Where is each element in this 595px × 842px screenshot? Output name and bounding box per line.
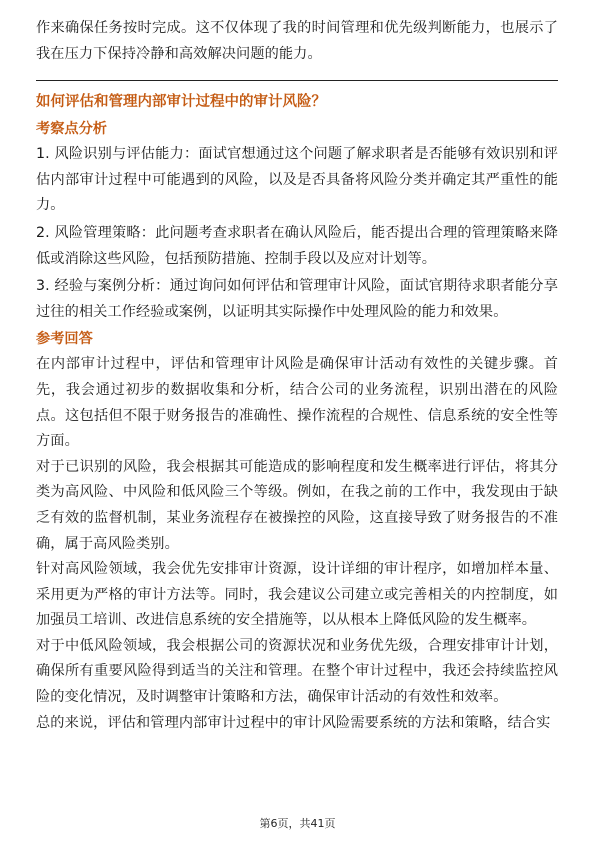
answer-paragraph-3: 针对高风险领域，我会优先安排审计资源，设计详细的审计程序，如增加样本量、采用更为严格的审计方法等。同时，我会建议公司建立或完善相关的内控制度，如加强员工培训、改进信息系统的安全措施等，以从根本上降低风险的发生概率。 (36, 561, 558, 629)
page-footer: 第6页，共41页 (259, 817, 336, 830)
analysis-item-3: 3. 经验与案例分析：通过询问如何评估和管理审计风险，面试官期待求职者能分享过往的相关工作经验或案例，以证明其实际操作中处理风险的能力和效果。 (36, 278, 558, 320)
answer-paragraph-2: 对于已识别的风险，我会根据其可能造成的影响程度和发生概率进行评估，将其分类为高风险、中风险和低风险三个等级。例如，在我之前的工作中，我发现由于缺乏有效的监督机制，某业务流程存在被操控的风险，这直接导致了财务报告的不准确，属于高风险类别。 (36, 458, 558, 552)
answer-heading: 参考回答 (36, 331, 93, 348)
answer-paragraph-5: 总的来说，评估和管理内部审计过程中的审计风险需要系统的方法和策略，结合实 (36, 714, 551, 731)
analysis-item-1: 1. 风险识别与评估能力：面试官想通过这个问题了解求职者是否能够有效识别和评估内部审计过程中可能遇到的风险，以及是否具备将风险分类并确定其严重性的能力。 (36, 146, 558, 214)
question-title: 如何评估和管理内部审计过程中的审计风险？ (36, 94, 326, 111)
intro-paragraph: 作来确保任务按时完成。这不仅体现了我的时间管理和优先级判断能力，也展示了我在压力下保持冷静和高效解决问题的能力。 (36, 20, 558, 62)
section-divider (36, 80, 558, 81)
analysis-heading: 考察点分析 (36, 121, 107, 138)
analysis-item-2: 2. 风险管理策略：此问题考查求职者在确认风险后，能否提出合理的管理策略来降低或消除这些风险，包括预防措施、控制手段以及应对计划等。 (36, 224, 558, 267)
answer-paragraph-1: 在内部审计过程中，评估和管理审计风险是确保审计活动有效性的关键步骤。首先，我会通过初步的数据收集和分析，结合公司的业务流程，识别出潜在的风险点。这包括但不限于财务报告的准确性、操作流程的合规性、信息系统的安全性等方面。 (36, 356, 558, 450)
document-body (36, 16, 558, 736)
answer-paragraph-4: 对于中低风险领域，我会根据公司的资源状况和业务优先级，合理安排审计计划，确保所有重要风险得到适当的关注和管理。在整个审计过程中，我还会持续监控风险的变化情况，及时调整审计策略和方法，确保审计活动的有效性和效率。 (36, 637, 558, 706)
